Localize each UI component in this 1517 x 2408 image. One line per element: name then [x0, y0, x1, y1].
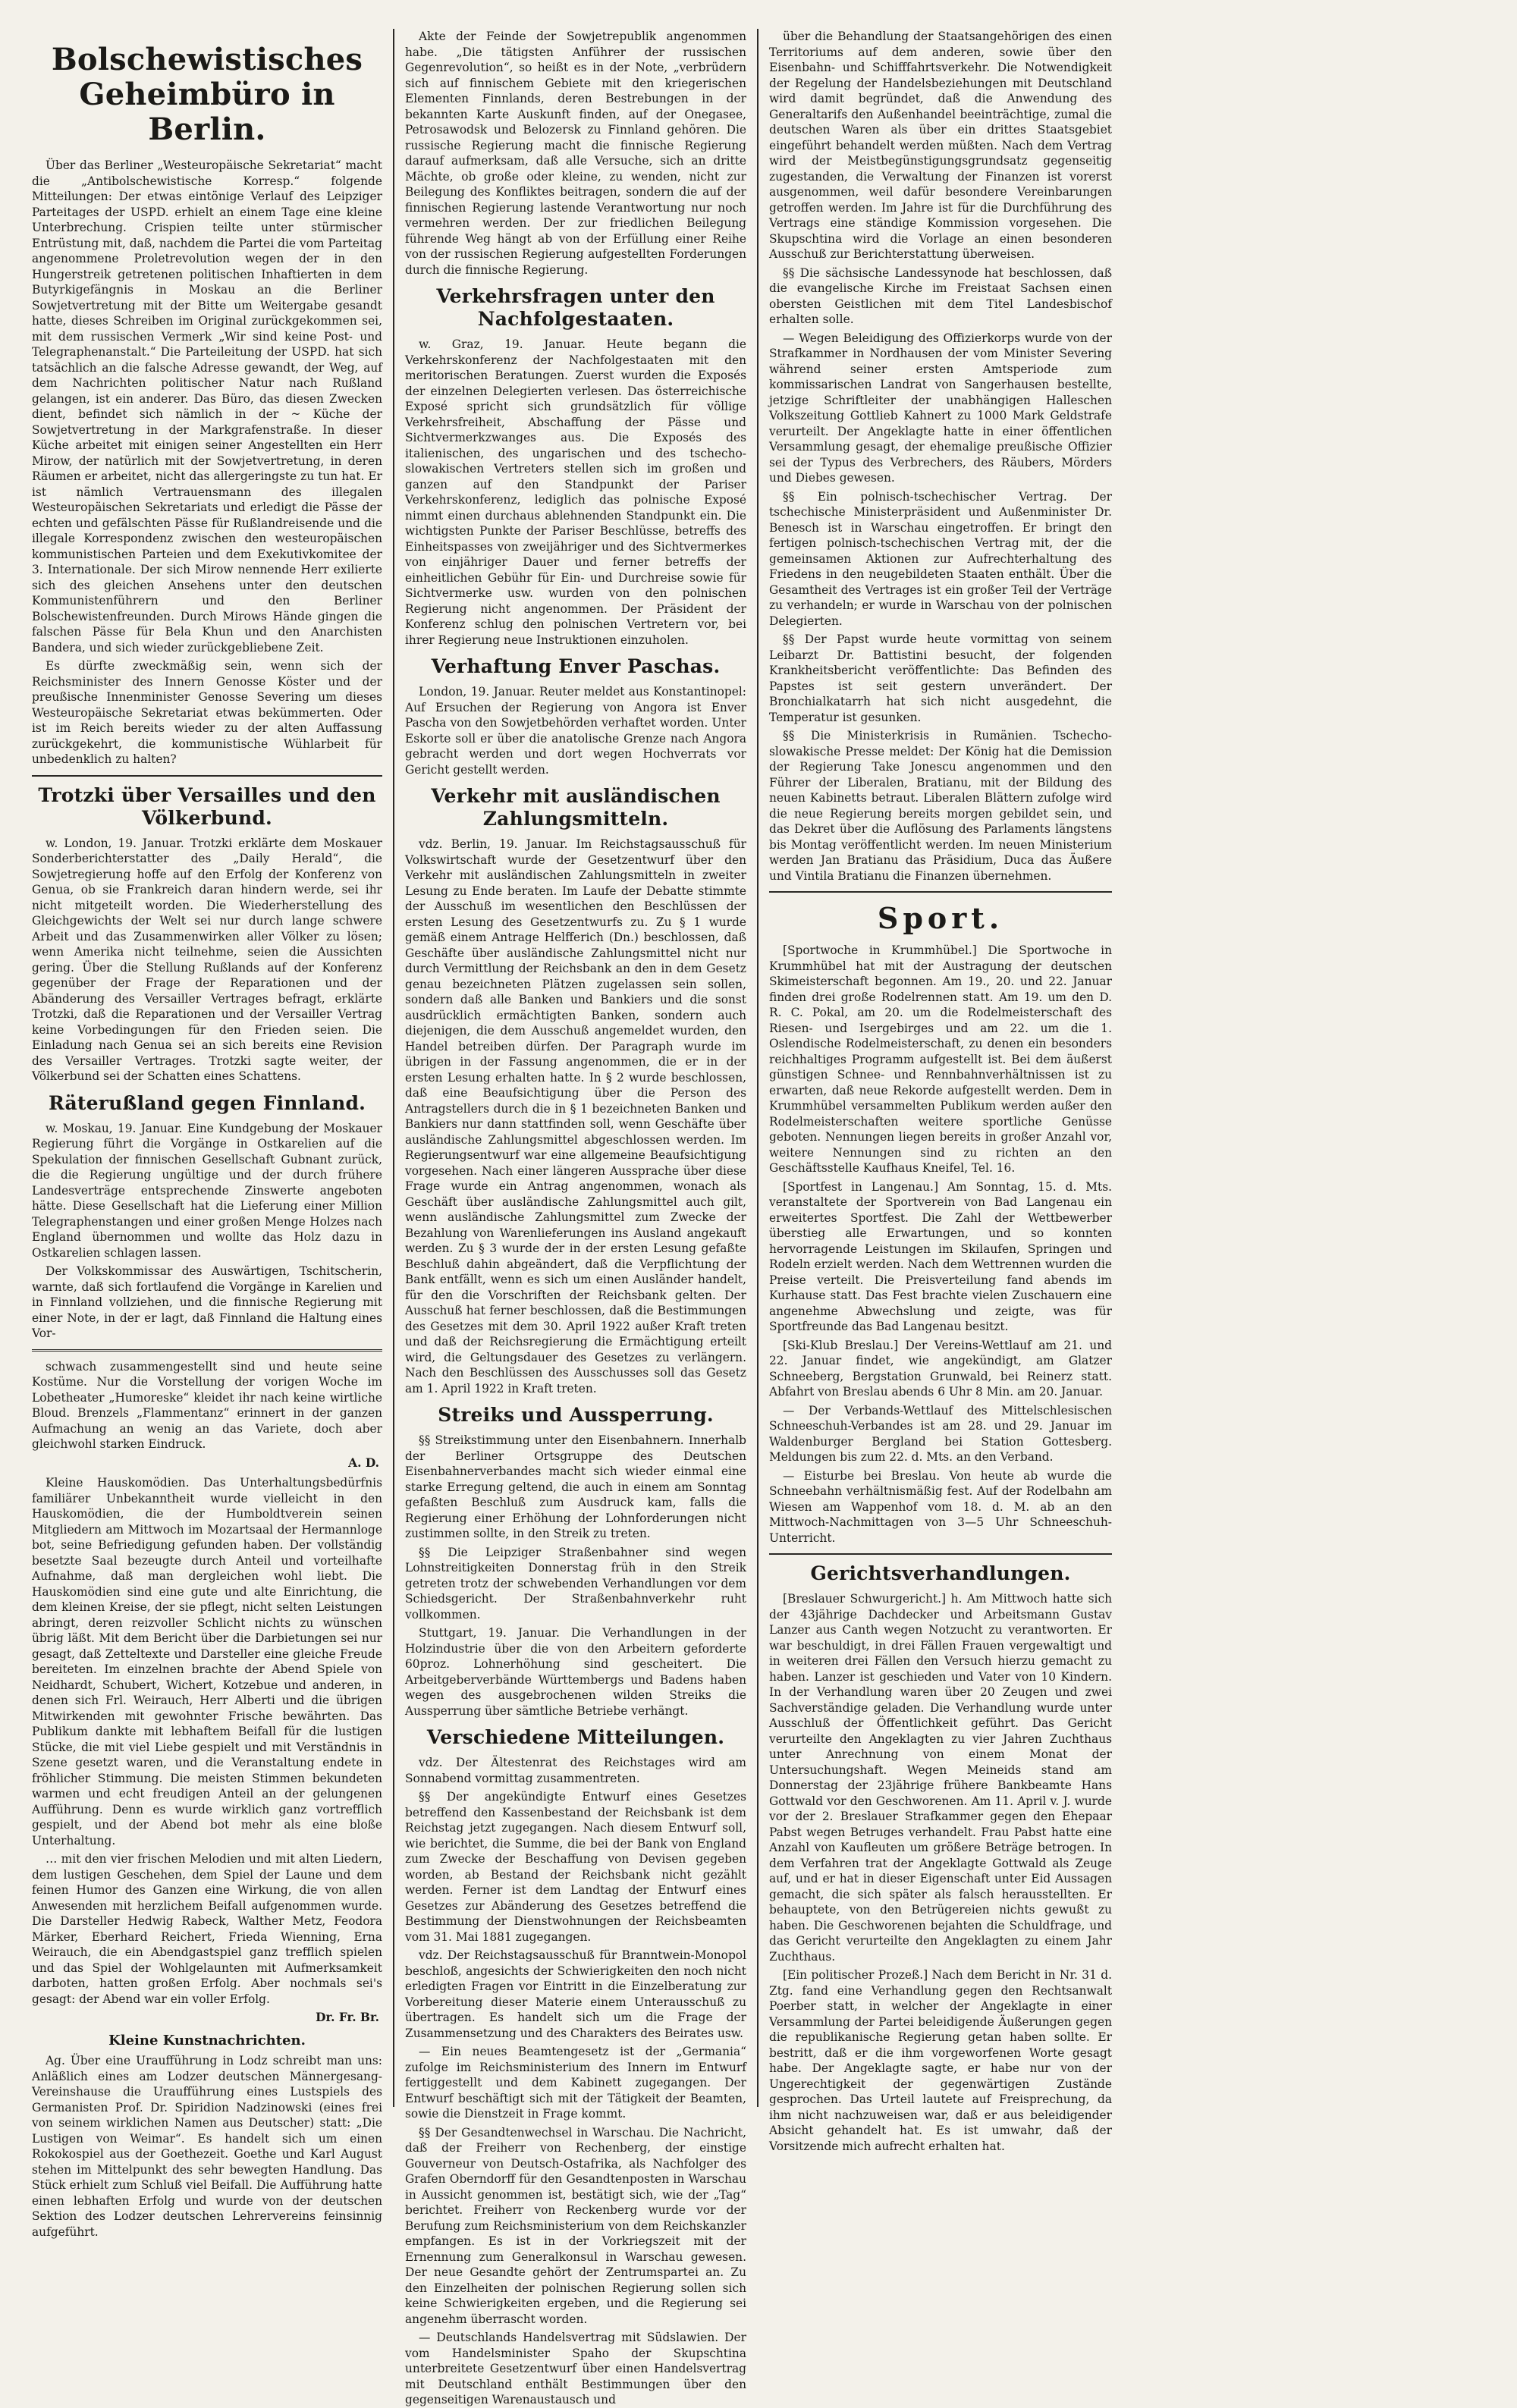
- paragraph: — Wegen Beleidigung des Offizierkorps wurde von der Strafkammer in Nordhausen der vom Minister Severing während seiner ersten Amtsperiode zum kommissarischen Landrat von Sangerhausen bestellte, jetzige Schriftleiter der unabhängigen Halleschen Volkszeitung Gottlieb Kahnert zu 1000 Mark Geldstrafe verurteilt. Der Angeklagte hatte in einer öffentlichen Versammlung gesagt, der ehemalige preußische Offizier sei der Typus des Verbrechers, des Räubers, Mörders und Diebes gewesen.: [769, 331, 1112, 485]
- signature: Dr. Fr. Br.: [316, 2011, 379, 2024]
- paragraph: — Der Verbands-Wettlauf des Mittelschlesischen Schneeschuh-Verbandes ist am 28. und 29. Januar im Waldenburger Bergland bei Station Gottesberg. Meldungen bis zum 22. d. Mts. an den Verband.: [769, 1403, 1112, 1464]
- divider: [769, 891, 1112, 893]
- headline-verkehrsfragen: Verkehrsfragen unter den Nachfolgestaaten.: [436, 285, 715, 330]
- paragraph: §§ Die Ministerkrisis in Rumänien. Tschecho-slowakische Presse meldet: Der König hat die Demission der Regierung Take Jonescu angenommen und den Führer der Liberalen, Bratianu, mit der Bildung des neuen Kabinetts betraut. Liberalen Blättern zufolge wird die neue Regierung bereits morgen gebildet sein, und das Dekret über die Auflösung des Parlaments längstens bis Montag veröffentlicht werden. Im neuen Ministerium werden Jan Bratianu das Präsidium, Duca das Äußere und Vintila Bratianu die Finanzen übernehmen.: [769, 729, 1112, 883]
- column-3: [758, 29, 1123, 2153]
- headline-raeterussland: Räterußland gegen Finnland.: [48, 1091, 366, 1114]
- paragraph: vdz. Berlin, 19. Januar. Im Reichstagsausschuß für Volkswirtschaft wurde der Gesetzentwurf über den Verkehr mit ausländischen Zahlungsmitteln in zweiter Lesung zu Ende beraten. Im Laufe der Debatte stimmte der Ausschuß im wesentlichen den Beschlüssen der ersten Lesung des Gesetzentwurfs zu. Zu § 1 wurde gemäß einem Antrage Helfferich (Dn.) beschlossen, daß Geschäfte über ausländische Zahlungsmittel nicht nur durch Vermittlung der Reichsbank an den in dem Gesetz genau bezeichneten Plätzen zugelassen sein sollen, sondern daß alle Banken und Bankiers und die sonst ausdrücklich ermächtigten Banken, sondern auch diejenigen, die dem Ausschuß angemeldet wurden, den Handel betreiben dürfen. Der Paragraph wurde im übrigen in der Fassung angenommen, die er in der ersten Lesung erhalten hatte. In § 2 wurde beschlossen, daß eine Beaufsichtigung über die Person des Antragstellers durch die in § 1 bezeichneten Banken und Bankiers nur dann stattfinden soll, wenn Geschäfte über ausländische Zahlungsmittel abgeschlossen werden. Im Regierungsentwurf war eine allgemeine Beaufsichtigung vorgesehen. Nach einer längeren Aussprache über diese Frage wurde ein Antrag angenommen, wonach als Geschäft über ausländische Zahlungsmittel auch gilt, wenn ausländische Zahlungsmittel zum Zwecke der Bezahlung von Warenlieferungen ins Ausland angekauft werden. Zu § 3 wurde der in der ersten Lesung gefaßte Beschluß dahin abgeändert, daß die Verpflichtung der Bank entfällt, wenn es sich um einen Ausländer handelt, für den die Vorschriften der Reichsbank gelten. Der Ausschuß hat ferner beschlossen, daß die Bestimmungen des Gesetzes mit dem 30. April 1922 außer Kraft treten und daß der Reichsregierung die Ermächtigung erteilt wird, die Geltungsdauer des Gesetzes zu verlängern. Nach den Beschlüssen des Ausschusses soll das Gesetz am 1. April 1922 in Kraft treten.: [405, 837, 746, 1396]
- paragraph: w. Moskau, 19. Januar. Eine Kundgebung der Moskauer Regierung führt die Vorgänge in Ostkarelien auf die Spekulation der finnischen Gesellschaft Gubnant zurück, die die Regierung ungültige und der durch frühere Landesverträge entsprechende Zinswerte angeboten hätte. Diese Gesellschaft hat die Lieferung einer Million Telegraphenstangen und einer großen Menge Holzes nach England übernommen und wollte das Holz dazu in Ostkarelien schlagen lassen.: [32, 1121, 382, 1260]
- paragraph: — Eisturbe bei Breslau. Von heute ab wurde die Schneebahn verhältnismäßig fest. Auf der Rodelbahn am Wiesen am Wappenhof vom 18. d. M. ab an den Mittwoch-Nachmittagen von 3—5 Uhr Schneeschuh-Unterricht.: [769, 1468, 1112, 1545]
- paragraph: [Sportfest in Langenau.] Am Sonntag, 15. d. Mts. veranstaltete der Sportverein von Bad Langenau ein erweitertes Sportfest. Die Zahl der Wettbewerber überstieg alle Erwartungen, und so konnten hervorragende Leistungen im Skilaufen, Springen und Rodeln erzielt werden. Nach dem Wettrennen wurden die Preise verteilt. Die Preisverteilung fand abends im Kurhause statt. Das Fest brachte vielen Zuschauern eine angenehme Abwechslung und zeigte, was für Sportfreunde das Bad Langenau besitzt.: [769, 1179, 1112, 1333]
- column-2: [394, 29, 758, 2406]
- paragraph: über die Behandlung der Staatsangehörigen des einen Territoriums auf dem anderen, sowie über den Eisenbahn- und Schifffahrtsverkehr. Die Notwendigkeit der Regelung der Handelsbeziehungen mit Deutschland wird damit begründet, daß die Anwendung des Generaltarifs den Außenhandel beeinträchtige, zumal die deutschen Waren als über ein drittes Staatsgebiet eingeführt behandelt werden müßten. Nach dem Vertrag wird der Meistbegünstigungsgrundsatz gegenseitig zugestanden, die Verwaltung der Finanzen ist vorerst ausgenommen, weil dafür besondere Vereinbarungen getroffen werden. Im Jahre ist für die Durchführung des Vertrags eine ständige Kommission vorgesehen. Die Skupschtina wird die Vorlage an einen besonderen Ausschuß zur Berichterstattung überweisen.: [769, 30, 1112, 261]
- paragraph: London, 19. Januar. Reuter meldet aus Konstantinopel: Auf Ersuchen der Regierung von Angora ist Enver Pascha von den Sowjetbehörden verhaftet worden. Unter Eskorte soll er über die anatolische Grenze nach Angora gebracht werden und dort wegen Hochverrats vor Gericht gestellt werden.: [405, 685, 746, 777]
- headline-zahlungsmittel: Verkehr mit ausländischen Zahlungsmitteln.: [431, 785, 721, 830]
- paragraph: Der Volkskommissar des Auswärtigen, Tschitscherin, warnte, daß sich fortlaufend die Vorgänge in Karelien und in Finnland vollziehen, und die finnische Regierung mit einer Note, in der er lagt, daß Finnland die Haltung eines Vor-: [32, 1264, 382, 1340]
- paragraph: Akte der Feinde der Sowjetrepublik angenommen habe. „Die tätigsten Anführer der russischen Gegenrevolution“, so heißt es in der Note, „verbrüdern sich auf finnischem Gebiete mit den kriegerischen Elementen Finnlands, deren Bestrebungen in der bekannten Karte Auskunft finden, auf der Onegasee, Petrosawodsk und Belozersk zu Finnland gehören. Die russische Regierung macht die finnische Regierung darauf aufmerksam, daß alle Versuche, sich an dritte Mächte, ob große oder kleine, zu wenden, nicht zur Beilegung des Konfliktes beitragen, sondern die auf der finnischen Regierung lastende Verantwortung nur noch vermehren werden. Der zur friedlichen Beilegung führende Weg hängt ab von der Erfüllung einer Reihe von der russischen Regierung aufgestellten Forderungen durch die finnische Regierung.: [405, 30, 746, 277]
- paragraph: schwach zusammengestellt sind und heute seine Kostüme. Nur die Vorstellung der vorigen Woche im Lobetheater „Humoreske“ kleidet ihr nach keine wirtliche Bloud. Brenzels „Flammentanz“ erinnert in der ganzen Aufmachung an wenig an das Variete, doch aber gleichwohl starken Eindruck.: [32, 1359, 382, 1451]
- paragraph: §§ Streikstimmung unter den Eisenbahnern. Innerhalb der Berliner Ortsgruppe des Deutschen Eisenbahnerverbandes macht sich wieder einmal eine starke Erregung geltend, die auch in einem am Sonntag gefaßten Beschluß zum Ausdruck kam, falls die Regierung einer Erhöhung der Lohnforderungen nicht zustimmen sollte, in den Streik zu treten.: [405, 1433, 746, 1540]
- paragraph: — Ein neues Beamtengesetz ist der „Germania“ zufolge im Reichsministerium des Innern im Entwurf fertiggestellt und dem Kabinett zugegangen. Der Entwurf beschäftigt sich mit der Tätigkeit der Beamten, sowie die Dienstzeit in Frage kommt.: [405, 2045, 746, 2121]
- headline-geheimbuero: Bolschewistisches Geheimbüro in Berlin.: [51, 42, 363, 147]
- headline-streiks: Streiks und Aussperrung.: [438, 1404, 714, 1426]
- paragraph: §§ Der Gesandtenwechsel in Warschau. Die Nachricht, daß der Freiherr von Rechenberg, der einstige Gouverneur von Deutsch-Ostafrika, als Nachfolger des Grafen Oberndorff für den Gesandtenposten in Warschau in Aussicht genommen ist, bestätigt sich, wie der „Tag“ berichtet. Freiherr von Reckenberg wurde vor der Berufung zum Reichsministerium von dem Reichskanzler empfangen. Es ist in der Vorkriegszeit mit der Ernennung zum Generalkonsul in Warschau gewesen. Der neue Gesandte gehört der Zentrumspartei an. Zu den Einzelheiten der polnischen Regierung sollen sich keine Schwierigkeiten ergeben, und die Regierung sei angenehm überrascht worden.: [405, 2125, 746, 2326]
- headline-enver-pascha: Verhaftung Enver Paschas.: [431, 655, 721, 677]
- paragraph: Über das Berliner „Westeuropäische Sekretariat“ macht die „Antibolschewistische Korresp.“ folgende Mitteilungen: Der etwas eintönige Verlauf des Leipziger Parteitages der USPD. erhielt an einem Tage eine kleine Unterbrechung. Crispien teilte unter stürmischer Entrüstung mit, daß, nachdem die Partei die vom Parteitag angenommene Proletrevolution wegen der in den Hungerstreik getretenen politischen Inhaftierten in dem Butyrkigefängnis in Moskau an die Berliner Sowjetvertretung mit der Bitte um Weitergabe gesandt hatte, dieses Schreiben im Original zurückgekommen sei, mit dem russischen Vermerk „Wir sind keine Post- und Telegraphenanstalt.“ Die Parteileitung der USPD. hat sich tatsächlich an die falsche Adresse gewandt, der Weg, auf dem Nachrichten politischer Natur nach Rußland gelangen, ist ein anderer. Das Büro, das diesen Zwecken dient, befindet sich nämlich in der ~ Küche der Sowjetvertretung in der Markgrafenstraße. In dieser Küche arbeitet mit einigen seiner Angestellten ein Herr Mirow, der natürlich mit der Sowjetvertretung, in deren Räumen er arbeitet, nicht das allergeringste zu tun hat. Er ist nämlich Vertrauensmann des illegalen Westeuropäischen Sekretariats und erledigt die Pässe der echten und gefälschten Pässe für Rußlandreisende und die illegale Korrespondenz zwischen den westeuropäischen kommunistischen Parteien und dem Exekutivkomitee der 3. Internationale. Der sich Mirow nennende Herr exilierte sich des gleichen Ansehens unter den deutschen Kommunistenführern und den Berliner Bolschewistenfreunden. Durch Mirows Hände gingen die falschen Pässe für Bela Khun und den Anarchisten Bandera, und sich wieder zurückgebliebene Zeit.: [32, 159, 382, 655]
- signature: A. D.: [348, 1455, 379, 1470]
- paragraph: [Ski-Klub Breslau.] Der Vereins-Wettlauf am 21. und 22. Januar findet, wie angekündigt, am Glatzer Schneeberg, Bergstation Grunwald, bei Reinerz statt. Abfahrt von Breslau abends 6 Uhr 8 Min. am 20. Januar.: [769, 1338, 1112, 1399]
- paragraph: §§ Die Leipziger Straßenbahner sind wegen Lohnstreitigkeiten Donnerstag früh in den Streik getreten trotz der schwebenden Verhandlungen vor dem Schiedsgericht. Der Straßenbahnverkehr ruht vollkommen.: [405, 1545, 746, 1622]
- divider: [32, 775, 382, 777]
- headline-gerichtsverhandlungen: Gerichtsverhandlungen.: [810, 1562, 1071, 1584]
- paragraph: w. Graz, 19. Januar. Heute begann die Verkehrskonferenz der Nachfolgestaaten mit den meritorischen Beratungen. Zuerst wurden die Exposés der einzelnen Delegierten verlesen. Das österreichische Exposé spricht sich grundsätzlich für völlige Verkehrsfreiheit, Abschaffung der Pässe und Sichtvermerkzwanges aus. Die Exposés des italienischen, des ungarischen und des tschecho-slowakischen Vertreters stellen sich im großen und ganzen auf den Standpunkt der Pariser Verkehrskonferenz, lediglich das polnische Exposé nimmt einen durchaus ablehnenden Standpunkt ein. Die wichtigsten Punkte der Pariser Beschlüsse, betreffs des Einheitspasses von zweijähriger und des Sichtvermerkes von einjähriger Dauer und ferner betreffs der einheitlichen Gebühr für Ein- und Durchreise sowie für Sichtvermerke usw. wurden von den polnischen Regierung nicht angenommen. Der Präsident der Konferenz schlug den polnischen Vertretern vor, bei ihrer Regierung neue Instruktionen einzuholen.: [405, 337, 746, 647]
- paragraph: Kleine Hauskomödien. Das Unterhaltungsbedürfnis familiärer Unbekanntheit wurde vielleicht in den Hauskomödien, die der Humboldtverein seinen Mitgliedern am Mittwoch im Mozartsaal der Hermannloge bot, seine Befriedigung gefunden haben. Der vollständig besetzte Saal bezeugte durch Anteil und vorteilhafte Aufnahme, daß man dergleichen wohl liebt. Die Hauskomödien sind eine gute und alte Einrichtung, die dem kleinen Kreise, der sie pflegt, nicht selten Leistungen abringt, deren reizvoller Schlicht nichts zu wünschen übrig läßt. Mit dem Bericht über die Darbietungen sei nur gesagt, daß Zetteltexte und Darsteller eine gleiche Freude bereiteten. Im einzelnen brachte der Abend Spiele von Neidhardt, Schubert, Wichert, Kotzebue und anderen, in denen sich Frl. Weirauch, Herr Alberti und die übrigen Mitwirkenden mit gewohnter Frische bewährten. Das Publikum dankte mit lebhaftem Beifall für die lustigen Stücke, die mit viel Liebe gespielt und mit Verständnis in Szene gesetzt waren, und die Veranstaltung endete in fröhlicher Stimmung. Die meisten Stimmen bekundeten warmen und echt freudigen Anteil an der gelungenen Aufführung. Denn es wurde wirklich ganz vortrefflich gespielt, und der Abend bot mehr als eine bloße Unterhaltung.: [32, 1476, 382, 1848]
- paragraph: Stuttgart, 19. Januar. Die Verhandlungen in der Holzindustrie über die von den Arbeitern geforderte 60proz. Lohnerhöhung sind gescheitert. Die Arbeitgeberverbände Württembergs und Badens haben wegen des ausgebrochenen wilden Streiks die Aussperrung über sämtliche Betriebe verhängt.: [405, 1626, 746, 1718]
- newspaper-page: [30, 29, 1487, 2406]
- paragraph: [Breslauer Schwurgericht.] h. Am Mittwoch hatte sich der 43jährige Dachdecker und Arbeitsmann Gustav Lanzer aus Canth wegen Notzucht zu verantworten. Er war beschuldigt, in drei Fällen Frauen vergewaltigt und in weiteren drei Fällen den Versuch hierzu gemacht zu haben. Lanzer ist geschieden und Vater von 10 Kindern. In der Verhandlung waren über 20 Zeugen und zwei Sachverständige geladen. Die Verhandlung wurde unter Ausschluß der Öffentlichkeit geführt. Das Gericht verurteilte den Angeklagten zu vier Jahren Zuchthaus unter Anrechnung von einem Monat der Untersuchungshaft. Wegen Meineids stand am Donnerstag der 23jährige frühere Bankbeamte Hans Gottwald vor den Geschworenen. Am 11. April v. J. wurde vor der 2. Breslauer Strafkammer gegen den Ehepaar Pabst wegen Betruges verhandelt. Frau Pabst hatte eine Anzahl von Kaufleuten um größere Beträge betrogen. In dem Verfahren trat der Angeklagte Gottwald als Zeuge auf, und er hat in dieser Eigenschaft unter Eid Aussagen gemacht, die sich später als falsch herausstellten. Er behauptete, von den Betrügereien nichts gewußt zu haben. Die Geschworenen bejahten die Schuldfrage, und das Gericht verurteilte den Angeklagten zu einem Jahr Zuchthaus.: [769, 1592, 1112, 1964]
- paragraph: vdz. Der Reichstagsausschuß für Branntwein-Monopol beschloß, angesichts der Schwierigkeiten den noch nicht erledigten Fragen vor Eintritt in die Einzelberatung zur Vorbereitung dieser Materie einem Unterausschuß zu übertragen. Es handelt sich um die Frage der Zusammensetzung und des Charakters des Beirates usw.: [405, 1948, 746, 2040]
- paragraph: w. London, 19. Januar. Trotzki erklärte dem Moskauer Sonderberichterstatter des „Daily Herald“, die Sowjetregierung hoffe auf den Erfolg der Konferenz von Genua, ob sie Frankreich daran hindern werde, sei ihr nicht mitgeteilt worden. Die Wiederherstellung des Gleichgewichts der Welt sei nur durch lange schwere Arbeit und das Zusammenwirken aller Völker zu lösen; wenn Amerika nicht teilnehme, seien die Aussichten gering. Über die Stellung Rußlands auf der Konferenz gegenüber der Frage der Reparationen und der Abänderung des Versailler Vertrages befragt, erklärte Trotzki, daß die Reparationen und der Versailler Vertrag keine Vorbedingungen für den Frieden seien. Die Einladung nach Genua sei an sich bereits eine Revision des Versailler Vertrages. Trotzki sagte weiter, der Völkerbund sei der Schatten eines Schattens.: [32, 836, 382, 1083]
- divider: [769, 1553, 1112, 1555]
- paragraph: Ag. Über eine Uraufführung in Lodz schreibt man uns: Anläßlich eines am Lodzer deutschen Männergesang-Vereinshause die Uraufführung eines Lustspiels des Germanisten Prof. Dr. Spiridion Nadzinowski (eines frei von seinem wirklichen Namen aus Deutscher) statt: „Die Lustigen von Weimar“. Es handelt sich um einen Rokokospiel aus der Goethezeit. Goethe und Karl August stehen im Mittelpunkt des sehr bewegten Handlung. Das Stück erhielt zum Schluß viel Beifall. Die Aufführung hatte einen lebhaften Erfolg und wurde von der deutschen Sektion des Lodzer deutschen Lehrervereins feinsinnig aufgeführt.: [32, 2054, 382, 2239]
- paragraph: §§ Ein polnisch-tschechischer Vertrag. Der tschechische Ministerpräsident und Außenminister Dr. Benesch ist in Warschau eingetroffen. Er bringt den fertigen polnisch-tschechischen Vertrag mit, der die gemeinsamen Aktionen zur Aufrechterhaltung des Friedens in den neugebildeten Staaten enthält. Über die Gesamtheit des Vertrages ist ein großer Teil der Verträge zu verhandeln; er wurde in Warschau von der polnischen Delegierten.: [769, 489, 1112, 628]
- paragraph: … mit den vier frischen Melodien und mit alten Liedern, dem lustigen Geschehen, dem Spiel der Laune und dem feinen Humor des Ganzen eine Wirkung, die von allen Anwesenden mit herzlichem Beifall aufgenommen wurde. Die Darsteller Hedwig Rabeck, Walther Metz, Feodora Märker, Eberhard Reichert, Frieda Wienning, Erna Weirauch, die ein Abendgastspiel ganz trefflich spielen und das Spiel der Wohlgelaunten mit Aufmerksamkeit darboten, hatten großen Erfolg. Aber nochmals sei's gesagt: der Abend war ein voller Erfolg.: [32, 1852, 382, 2006]
- headline-trotzki: Trotzki über Versailles und den Völkerbund.: [38, 783, 376, 829]
- headline-kunstnachrichten: Kleine Kunstnachrichten.: [108, 2032, 306, 2049]
- section-heading-sport: Sport.: [877, 901, 1004, 935]
- paragraph: [Ein politischer Prozeß.] Nach dem Bericht in Nr. 31 d. Ztg. fand eine Verhandlung gegen den Rechtsanwalt Poerber statt, in welcher der Angeklagte in einer Versammlung der Partei beleidigende Äußerungen gegen die republikanische Regierung getan haben sollte. Er bestritt, daß er die ihm vorgeworfenen Worte gesagt habe. Der Angeklagte sagte, er habe nur von der Ungerechtigkeit der gegenwärtigen Zustände gesprochen. Das Urteil lautete auf Freisprechung, da ihm nicht nachzuweisen war, daß er aus beleidigender Absicht gehandelt hat. Es ist umwahr, daß der Vorsitzende mich aufrecht erhalten hat.: [769, 1968, 1112, 2153]
- paragraph: §§ Der angekündigte Entwurf eines Gesetzes betreffend den Kassenbestand der Reichsbank ist dem Reichstag jetzt zugegangen. Nach diesem Entwurf soll, wie berichtet, die Summe, die bei der Bank von England zum Zwecke der Beschaffung von Devisen gegeben worden, ab Bestand der Reichsbank nicht gezählt werden. Ferner ist dem Landtag der Entwurf eines Gesetzes zur Abänderung des Gesetzes betreffend die Bestimmung der Dienstwohnungen der Reichsbeamten vom 31. Mai 1881 zugegangen.: [405, 1790, 746, 1944]
- headline-mitteilungen: Verschiedene Mitteilungen.: [426, 1726, 725, 1748]
- paragraph: — Deutschlands Handelsvertrag mit Südslawien. Der vom Handelsminister Spaho der Skupschtina unterbreitete Gesetzentwurf über einen Handelsvertrag mit Deutschland enthält Bestimmungen über den gegenseitigen Warenaustausch und: [405, 2331, 746, 2406]
- paragraph: §§ Der Papst wurde heute vormittag von seinem Leibarzt Dr. Battistini besucht, der folgenden Krankheitsbericht veröffentlichte: Das Befinden des Papstes ist seit gestern unverändert. Der Bronchialkatarrh hat sich nicht ausgedehnt, die Temperatur ist gesunken.: [769, 633, 1112, 724]
- paragraph: §§ Die sächsische Landessynode hat beschlossen, daß die evangelische Kirche im Freistaat Sachsen einen obersten Geistlichen mit dem Titel Landesbischof erhalten solle.: [769, 265, 1112, 326]
- paragraph: vdz. Der Ältestenrat des Reichstages wird am Sonnabend vormittag zusammentreten.: [405, 1756, 746, 1785]
- column-1: [30, 29, 394, 2239]
- paragraph: [Sportwoche in Krummhübel.] Die Sportwoche in Krummhübel hat mit der Austragung der deutschen Skimeisterschaft begonnen. Am 19., 20. und 22. Januar finden drei große Rodelrennen statt. Am 19. um den D. R. C. Pokal, am 20. um die Rodelmeisterschaft des Riesen- und Isergebirges und am 22. um die 1. Oslendische Rodelmeisterschaft, zu denen ein besonders reichhaltiges Programm aufgestellt ist. Bei dem äußerst günstigen Schnee- und Rennbahnverhältnissen ist zu erwarten, daß neue Rekorde aufgestellt werden. Dem in Krummhübel versammelten Publikum werden außer den Rodelmeisterschaften weitere sportliche Genüsse geboten. Nennungen liegen bereits in großer Anzahl vor, weitere Nennungen sind zu richten an den Geschäftsstelle Kaufhaus Kneifel, Tel. 16.: [769, 943, 1112, 1175]
- paragraph: Es dürfte zweckmäßig sein, wenn sich der Reichsminister des Innern Genosse Köster und der preußische Innenminister Genosse Severing um dieses Westeuropäische Sekretariat etwas bekümmerten. Oder ist im Reich bereits wieder zu der alten Auffassung zurückgekehrt, die kommunistische Wühlarbeit für unbedenklich zu halten?: [32, 659, 382, 766]
- feuilleton-divider: [32, 1349, 382, 1352]
